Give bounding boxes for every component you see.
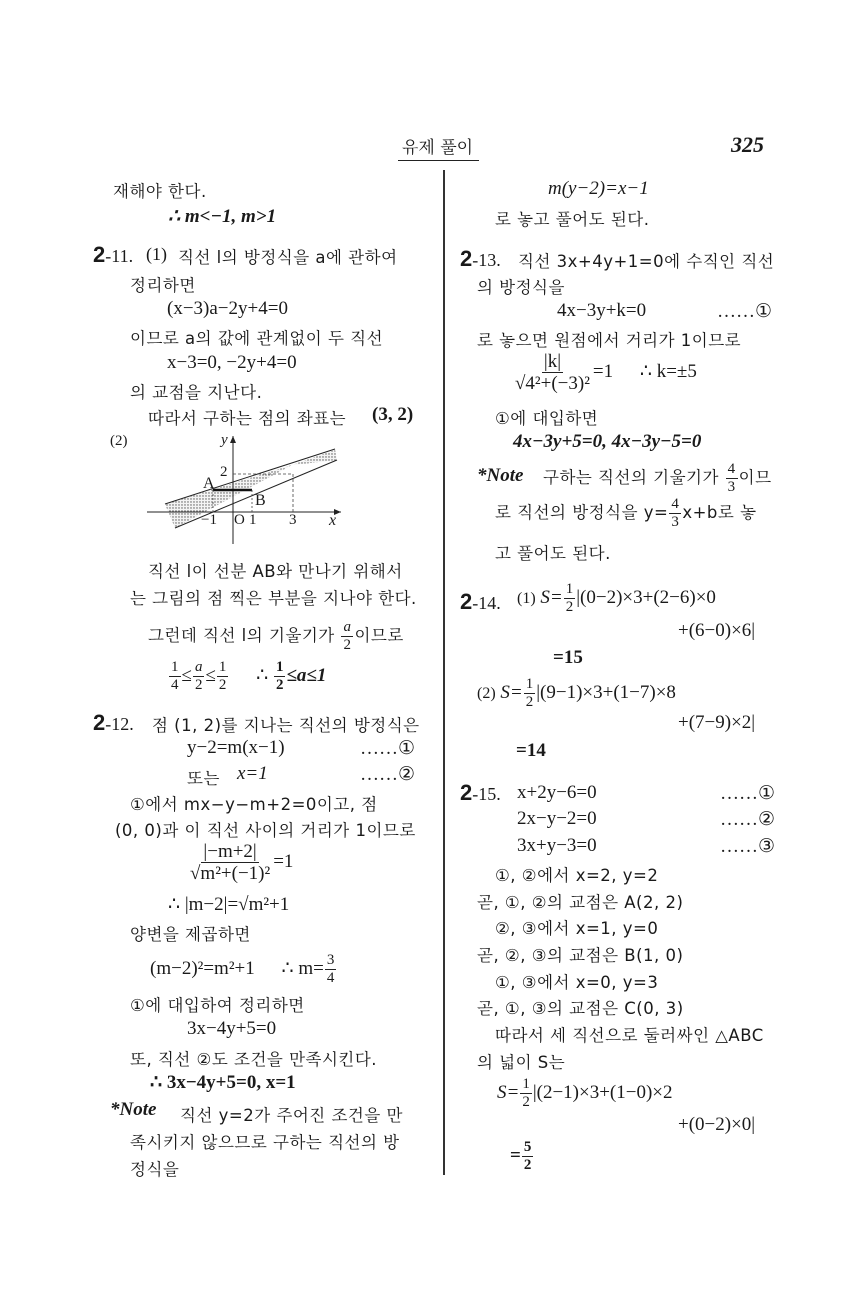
text-line: 직선 l이 선분 AB와 만나기 위해서	[148, 562, 403, 581]
denominator: 2	[565, 599, 574, 615]
denominator: 4	[171, 677, 179, 693]
section-title: 유제 풀이	[398, 133, 479, 161]
numerator: 3	[326, 952, 335, 968]
numerator: |k|	[543, 351, 561, 372]
problem-number-minor: -15.	[472, 784, 501, 804]
equation: 3x−4y+5=0	[187, 1018, 277, 1039]
text-line: 또, 직선 ②도 조건을 만족시킨다.	[130, 1050, 378, 1069]
note-text: 고 풀어도 된다.	[495, 544, 611, 563]
text-line: 양변을 제곱하면	[130, 925, 251, 944]
note-text: 정식을	[130, 1160, 180, 1179]
equation: 2x−y−2=0	[517, 808, 597, 829]
answer: ∴ 3x−4y+5=0, x=1	[150, 1072, 296, 1093]
note-text	[543, 462, 772, 495]
fraction	[274, 660, 286, 693]
area-formula-2	[477, 677, 676, 710]
text-line: 의 교점을 지난다.	[130, 383, 263, 402]
text-line: 로 놓고 풀어도 된다.	[495, 210, 650, 229]
equation-marker: ……②	[360, 764, 416, 785]
text-line: ①, ③에서 x=0, y=3	[495, 973, 659, 992]
equals: =	[510, 1144, 521, 1166]
numerator: a	[343, 619, 352, 635]
problem-2-13-number	[460, 246, 501, 272]
equation: x=1	[237, 763, 268, 784]
equation: y−2=m(x−1)	[187, 737, 285, 758]
area-formula-1	[517, 582, 716, 615]
equation-marker: ……③	[720, 836, 776, 857]
numerator: 5	[523, 1139, 532, 1155]
denominator: 2	[194, 677, 203, 693]
fraction	[522, 1140, 534, 1173]
problem-2-15-number	[460, 780, 501, 806]
equation: ∴ |m−2|=√m²+1	[168, 894, 290, 915]
y-axis-label: y	[221, 432, 228, 448]
numerator: 1	[565, 581, 574, 597]
equation	[150, 953, 337, 986]
s-eq: S=	[497, 1081, 520, 1103]
text-line: 또는	[187, 769, 220, 788]
equation-marker: ……①	[720, 783, 776, 804]
distance-fraction	[187, 842, 293, 883]
fraction	[669, 497, 681, 530]
denominator: 2	[523, 1157, 532, 1173]
equation: 3x+y−3=0	[517, 835, 597, 856]
numerator: 4	[671, 496, 680, 512]
rhs: =1	[592, 360, 614, 382]
text: 이므로	[354, 626, 404, 645]
text: 그런데 직선 l의 기울기가	[148, 626, 335, 645]
fraction	[217, 660, 229, 693]
answer: ≤a≤1	[286, 664, 327, 686]
problem-number-major: 2	[460, 246, 473, 271]
problem-number-major: 2	[93, 710, 106, 735]
result: ∴ m=	[281, 957, 324, 979]
expression-continued: +(7−9)×2|	[678, 712, 756, 733]
problem-number-major: 2	[460, 780, 473, 805]
expression-continued: +(6−0)×6|	[678, 620, 756, 641]
problem-number-minor: -14.	[472, 593, 501, 613]
problem-number-major: 2	[460, 589, 473, 614]
denominator: √4²+(−3)²	[515, 373, 590, 394]
graph-svg	[145, 432, 345, 547]
fraction	[520, 1077, 532, 1110]
fraction	[564, 582, 576, 615]
answer: =15	[553, 647, 583, 668]
equation-marker: ……①	[717, 301, 773, 322]
numerator: 1	[525, 676, 534, 692]
equation: 4x−3y+k=0	[557, 300, 647, 321]
point-a-label: A	[203, 475, 215, 492]
text-line: 는 그림의 점 찍은 부분을 지나야 한다.	[130, 589, 417, 608]
text: x+b로 놓	[682, 503, 757, 522]
coordinate-graph	[145, 432, 345, 547]
column-divider	[443, 170, 445, 1175]
note-text	[495, 497, 757, 530]
note-label: *Note	[110, 1099, 157, 1120]
distance-fraction	[512, 352, 697, 393]
part-label: (1)	[517, 589, 536, 607]
text-line: 곧, ②, ③의 교점은 B(1, 0)	[477, 946, 684, 965]
part-label: (2)	[477, 684, 496, 702]
expression: |(0−2)×3+(2−6)×0	[576, 586, 716, 608]
s-eq: S=	[500, 681, 523, 703]
denominator: 2	[522, 1094, 530, 1110]
note-label: *Note	[477, 465, 524, 486]
numerator: 4	[727, 461, 736, 477]
denominator: 4	[326, 970, 335, 986]
text-line: ①에 대입하여 정리하면	[130, 996, 305, 1015]
x-tick-1: 1	[249, 512, 257, 528]
fraction	[325, 953, 337, 986]
x-axis-label: x	[329, 512, 337, 529]
denominator: 2	[275, 677, 284, 693]
page-number: 325	[731, 132, 764, 157]
note-text: 족시키지 않으므로 구하는 직선의 방	[130, 1133, 400, 1152]
text-line: 직선 l의 방정식을 a에 관하여	[178, 248, 398, 267]
fraction	[193, 660, 205, 693]
text-line: ②, ③에서 x=1, y=0	[495, 919, 659, 938]
equation: x−3=0, −2y+4=0	[167, 352, 297, 373]
slope-line	[148, 620, 404, 653]
text-line: 곧, ①, ②의 교점은 A(2, 2)	[477, 893, 684, 912]
equation-marker: ……②	[720, 809, 776, 830]
text-line: 재해야 한다.	[113, 182, 207, 201]
equation-text: (m−2)²=m²+1	[150, 957, 255, 979]
text: 이므	[738, 468, 772, 487]
fraction	[341, 620, 353, 653]
text-line: ①에서 mx−y−m+2=0이고, 점	[130, 795, 378, 814]
denominator: 2	[218, 677, 227, 693]
x-tick-minus-1: −1	[201, 512, 217, 528]
problem-2-11-number	[93, 242, 133, 268]
text-line: 점 (1, 2)를 지나는 직선의 방정식은	[152, 716, 420, 735]
expression-continued: +(0−2)×0|	[678, 1114, 756, 1135]
denominator: 3	[727, 479, 736, 495]
expression: |(9−1)×3+(1−7)×8	[536, 681, 676, 703]
s-eq: S=	[540, 586, 563, 608]
origin-label: O	[234, 512, 245, 528]
numerator: 1	[218, 659, 227, 675]
text-line: 따라서 세 직선으로 둘러싸인 △ABC	[495, 1026, 764, 1045]
part-label: (1)	[146, 244, 167, 264]
fraction	[513, 352, 592, 393]
equation-marker: ……①	[360, 738, 416, 759]
denominator: 3	[671, 514, 680, 530]
text-line: 직선 3x+4y+1=0에 수직인 직선	[518, 252, 775, 271]
numerator: a	[194, 659, 203, 675]
problem-2-14-number	[460, 589, 501, 615]
text-line: 로 놓으면 원점에서 거리가 1이므로	[477, 331, 742, 350]
denominator: 2	[525, 694, 534, 710]
result: ∴ k=±5	[639, 360, 697, 382]
therefore-sign: ∴	[256, 664, 269, 686]
part-label: (2)	[110, 433, 128, 449]
inequality	[168, 660, 326, 693]
problem-number-minor: -12.	[105, 714, 134, 734]
y-tick-2: 2	[220, 464, 228, 480]
le-sign: ≤	[205, 664, 216, 686]
numerator: 1	[171, 659, 179, 675]
equation: m(y−2)=x−1	[548, 178, 649, 199]
text: 구하는 직선의 기울기가	[543, 468, 719, 487]
rhs: =1	[273, 850, 294, 872]
le-sign: ≤	[181, 664, 192, 686]
answer	[510, 1140, 534, 1173]
text-line: 곧, ①, ③의 교점은 C(0, 3)	[477, 999, 684, 1018]
problem-number-minor: -13.	[472, 250, 501, 270]
fraction	[524, 677, 536, 710]
problem-number-major: 2	[93, 242, 106, 267]
text-line: (0, 0)과 이 직선 사이의 거리가 1이므로	[115, 821, 416, 840]
x-tick-3: 3	[289, 512, 297, 528]
text-line: ①, ②에서 x=2, y=2	[495, 866, 659, 885]
numerator: |−m+2|	[203, 841, 257, 862]
problem-number-minor: -11.	[105, 246, 134, 266]
text-line: 이므로 a의 값에 관계없이 두 직선	[130, 329, 384, 348]
answer-line: ∴ m<−1, m>1	[168, 206, 277, 227]
text-line: 의 방정식을	[477, 278, 565, 297]
answer: =14	[516, 740, 546, 761]
text-line: 의 넓이 S는	[477, 1053, 566, 1072]
answer: 4x−3y+5=0, 4x−3y−5=0	[513, 431, 702, 452]
problem-2-12-number	[93, 710, 134, 736]
answer: (3, 2)	[372, 404, 414, 425]
numerator: 1	[275, 659, 284, 675]
text: 로 직선의 방정식을 y=	[495, 503, 669, 522]
area-formula	[497, 1077, 673, 1110]
denominator: √m²+(−1)²	[190, 863, 271, 884]
equation: (x−3)a−2y+4=0	[167, 298, 288, 319]
text-line: ①에 대입하면	[495, 409, 599, 428]
point-b-label: B	[255, 492, 266, 509]
fraction	[169, 660, 181, 693]
fraction	[188, 842, 272, 883]
text-line: 정리하면	[130, 276, 196, 295]
denominator: 2	[343, 637, 352, 653]
text-line: 따라서 구하는 점의 좌표는	[148, 409, 347, 428]
fraction	[726, 462, 738, 495]
equation: x+2y−6=0	[517, 782, 597, 803]
numerator: 1	[522, 1076, 530, 1092]
note-text: 직선 y=2가 주어진 조건을 만	[180, 1106, 403, 1125]
expression: |(2−1)×3+(1−0)×2	[532, 1081, 673, 1103]
